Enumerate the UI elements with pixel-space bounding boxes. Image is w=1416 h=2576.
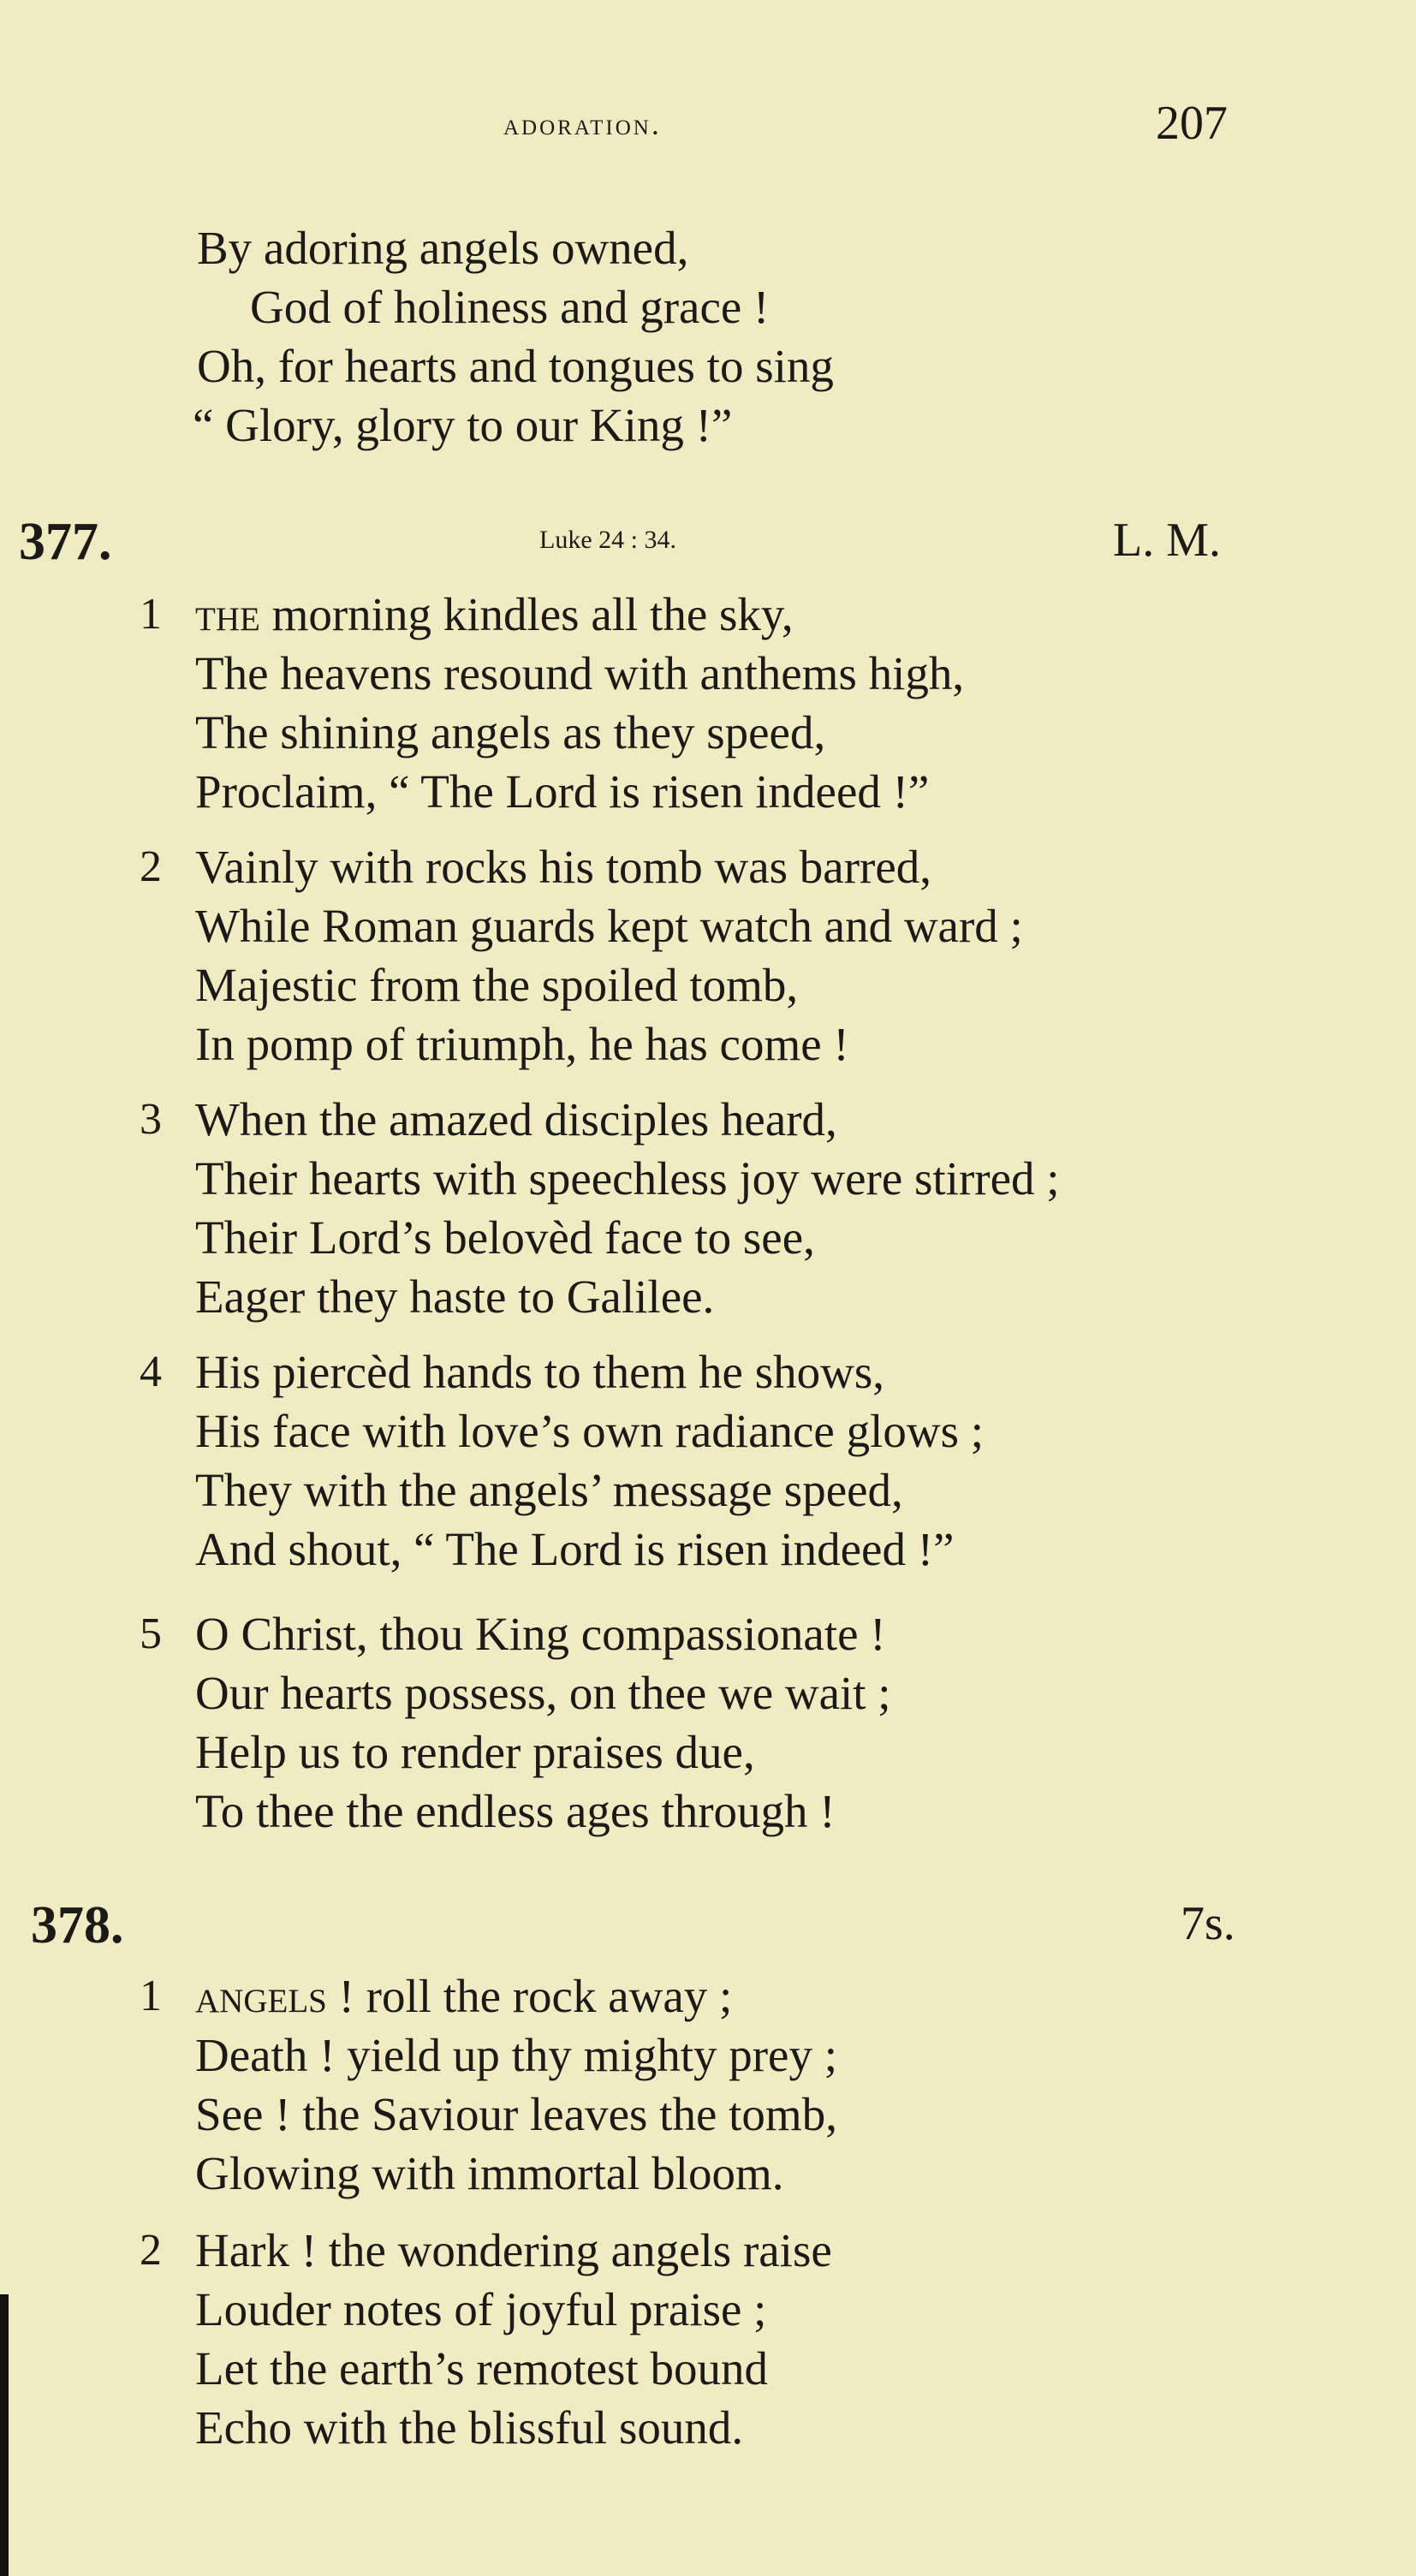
hymn-meter: L. M.: [1113, 514, 1221, 567]
verse-line: In pomp of triumph, he has come !: [195, 1018, 849, 1070]
hymn-number: 378.: [31, 1896, 124, 1954]
verse-first-rest: ! roll the rock away ;: [326, 1970, 733, 2022]
verse-number: 1: [140, 590, 162, 639]
verse-line: When the amazed disciples heard,: [195, 1093, 837, 1145]
hymn-number: 377.: [19, 513, 112, 571]
verse-first-word: angels: [195, 1970, 327, 2022]
verse-line: Proclaim, “ The Lord is risen indeed !”: [195, 765, 930, 818]
verse-line: The shining angels as they speed,: [195, 706, 826, 759]
continuation-line: God of holiness and grace !: [250, 281, 770, 333]
hymn-meter: 7s.: [1181, 1897, 1235, 1950]
verse-line: Their hearts with speechless joy were stirred ;: [195, 1152, 1060, 1205]
page-edge-shadow: [0, 2294, 9, 2576]
verse-first-rest: morning kindles all the sky,: [259, 588, 794, 640]
verse-line: Vainly with rocks his tomb was barred,: [195, 841, 931, 893]
verse-line: Help us to render praises due,: [195, 1726, 755, 1778]
continuation-line: By adoring angels owned,: [197, 222, 689, 274]
verse-line: His face with love’s own radiance glows ;: [195, 1405, 985, 1457]
verse-line: O Christ, thou King compassionate !: [195, 1608, 886, 1660]
verse-number: 1: [140, 1972, 162, 2020]
verse-line: Louder notes of joyful praise ;: [195, 2283, 767, 2335]
verse-line: [195, 588, 794, 640]
verse-number: 2: [140, 2226, 162, 2275]
verse-line: See ! the Saviour leaves the tomb,: [195, 2088, 837, 2140]
continuation-line: Oh, for hearts and tongues to sing: [197, 340, 834, 392]
verse-line: Glowing with immortal bloom.: [195, 2147, 784, 2199]
verse-number: 4: [140, 1347, 162, 1396]
verse-number: 3: [140, 1095, 162, 1144]
verse-line: They with the angels’ message speed,: [195, 1464, 903, 1516]
page-number: 207: [1156, 97, 1228, 150]
verse-line: [195, 1972, 732, 2020]
verse-line: Their Lord’s belovèd face to see,: [195, 1211, 815, 1264]
verse-line: Hark ! the wondering angels raise: [195, 2224, 832, 2276]
verse-first-word: the: [195, 588, 260, 640]
verse-line: Let the earth’s remotest bound: [195, 2342, 768, 2395]
verse-line: The heavens resound with anthems high,: [195, 647, 965, 699]
verse-number: 2: [140, 842, 162, 891]
continuation-line: “ Glory, glory to our King !”: [193, 399, 733, 451]
verse-line: Death ! yield up thy mighty prey ;: [195, 2029, 837, 2081]
verse-line: His piercèd hands to them he shows,: [195, 1346, 884, 1398]
verse-line: While Roman guards kept watch and ward ;: [195, 900, 1023, 952]
page-header: [0, 96, 1416, 156]
verse-line: And shout, “ The Lord is risen indeed !”: [195, 1523, 955, 1575]
verse-number: 5: [140, 1609, 162, 1658]
verse-line: Echo with the blissful sound.: [195, 2401, 744, 2454]
running-head: adoration.: [503, 107, 662, 141]
verse-line: Eager they haste to Galilee.: [195, 1270, 715, 1323]
verse-line: Our hearts possess, on thee we wait ;: [195, 1667, 891, 1719]
verse-line: Majestic from the spoiled tomb,: [195, 959, 799, 1011]
verse-line: To thee the endless ages through !: [195, 1785, 836, 1837]
scripture-reference: Luke 24 : 34.: [539, 526, 676, 554]
